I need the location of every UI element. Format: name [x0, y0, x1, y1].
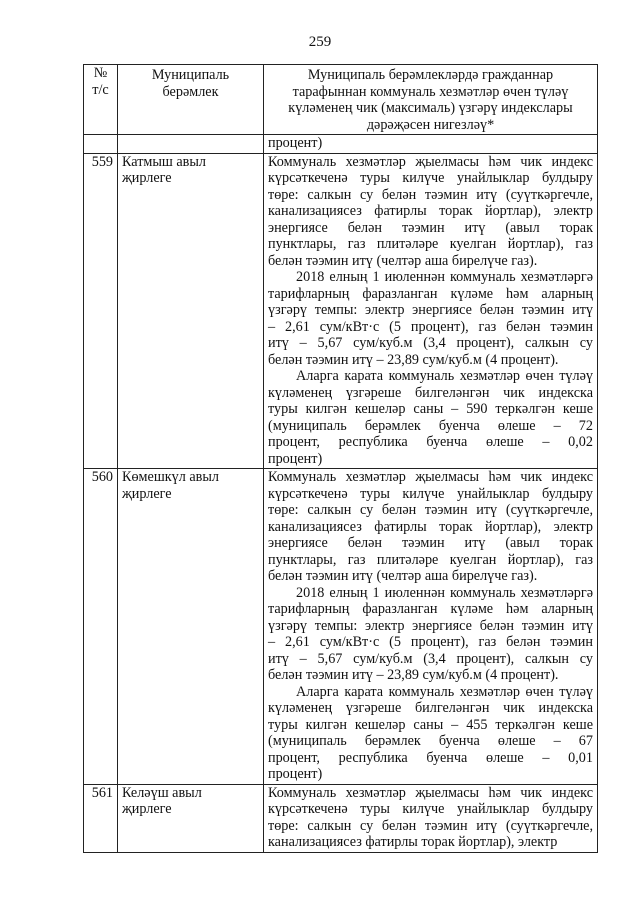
text-line: канализациясез фатирлы торак йортлар), электр [268, 203, 593, 219]
text-line: Коммуналь хезмәтләр җыелмасы һәм чик индекс [268, 153, 593, 170]
text-line: пунктлары, газ плитәләре куелган йортлар), газ [268, 551, 593, 568]
text-line: төре: салкын су белән тәэмин итү (суүткәргечле, [268, 502, 593, 518]
text-line: тарифларның фаразланган күләме һәм аларның [268, 601, 593, 617]
text-line: энергиясе белән тәэмин итү (авыл торак [268, 219, 593, 236]
text-line: Коммуналь хезмәтләр җыелмасы һәм чик индекс [268, 784, 593, 801]
text-line: төре: салкын су белән тәэмин итү (суүткәргечле, [268, 817, 593, 834]
text-line: туры килгән кешеләр саны – 590 теркәлгән кеше [268, 401, 593, 417]
municipality-line: Көмешкүл авыл [122, 469, 219, 485]
text-line: тарифларның фаразланган күләме һәм аларның [268, 285, 593, 302]
municipality-line: җирлеге [122, 170, 172, 186]
basis-paragraph-services [268, 785, 593, 851]
text-line: итү – 5,67 сум/куб.м (3,4 процент), салкын су [268, 650, 593, 667]
row-number: 560 [84, 469, 118, 785]
row-number: 561 [84, 784, 118, 852]
text-line: күрсәткеченә туры килүче унайлыклар булдыру [268, 170, 593, 186]
header-municipality-line: Муниципаль [151, 67, 230, 83]
municipal-tariff-table [83, 64, 598, 853]
table-row [84, 784, 598, 852]
text-line: белән тәэмин итү – 23,89 сум/куб.м (4 процент). [268, 667, 559, 683]
text-line: процент, республика буенча өлеше – 0,02 [268, 434, 593, 450]
continuation-row [84, 135, 598, 154]
text-line: төре: салкын су белән тәэмин итү (суүткәргечле, [268, 186, 593, 203]
header-municipality [118, 65, 264, 135]
text-line: 2018 елның 1 июленнән коммуналь хезмәтләргә [296, 269, 593, 285]
table-row [84, 469, 598, 785]
municipality-line: Келәүш авыл [122, 784, 202, 801]
page-number: 259 [308, 34, 332, 50]
header-municipality-line: берәмлек [162, 83, 219, 100]
text-line: – 2,61 сум/кВт·с (5 процент), газ белән тәэмин [268, 634, 593, 650]
header-base-line: Муниципаль берәмлекләрдә гражданнар [307, 67, 554, 83]
table-row [84, 153, 598, 469]
basis-paragraph-tariffs [268, 269, 593, 368]
text-line: Аларга карата коммуналь хезмәтләр өчен түләү [296, 368, 593, 384]
tariff-basis-text [264, 784, 598, 852]
text-line: туры килгән кешеләр саны – 455 теркәлгән кеше [268, 716, 593, 733]
municipality-name [118, 469, 264, 785]
text-line: Аларга карата коммуналь хезмәтләр өчен түләү [296, 683, 593, 700]
municipality-line: җирлеге [122, 801, 172, 817]
text-line: (муниципаль берәмлек буенча өлеше – 72 [268, 417, 593, 434]
header-base-line: дәрәҗәсен нигезләү* [366, 116, 495, 133]
text-line: күләменең үзгәреше билгеләнгән чик индекска [268, 700, 593, 716]
text-line: итү – 5,67 сум/куб.м (3,4 процент), салкын су [268, 335, 593, 351]
header-base-line: күләменең чик (максималь) үзгәрү индекслары [288, 100, 573, 116]
header-number-line: т/с [92, 81, 109, 98]
text-line: белән тәэмин итү (челтәр аша бирелүче газ). [268, 568, 538, 584]
municipality-name [118, 784, 264, 852]
header-base-line: тарафыннан коммуналь хезмәтләр өчен түләү [292, 83, 569, 100]
text-line: белән тәэмин итү – 23,89 сум/куб.м (4 процент). [268, 351, 559, 368]
text-line: – 2,61 сум/кВт·с (5 процент), газ белән тәэмин [268, 318, 593, 335]
text-line: 2018 елның 1 июленнән коммуналь хезмәтләргә [296, 584, 593, 601]
text-line: (муниципаль берәмлек буенча өлеше – 67 [268, 733, 593, 749]
municipality-line: җирлеге [122, 485, 172, 502]
header-number [84, 65, 118, 135]
table-header-row [84, 65, 598, 135]
text-line: процент) [268, 450, 323, 467]
tariff-basis-text [264, 153, 598, 469]
municipality-line: Катмыш авыл [122, 153, 206, 170]
header-number-line: № [93, 65, 108, 81]
continuation-text: процент) [264, 135, 598, 154]
basis-paragraph-services [268, 469, 593, 585]
text-line: энергиясе белән тәэмин итү (авыл торак [268, 535, 593, 551]
continuation-num-cell [84, 135, 118, 154]
text-line: күләменең үзгәреше билгеләнгән чик индекска [268, 384, 593, 401]
text-line: үзгәрү темпы: электр энергиясе белән тәэмин итү [268, 617, 593, 634]
text-line: белән тәэмин итү (челтәр аша бирелүче газ). [268, 252, 538, 269]
text-line: күрсәткеченә туры килүче унайлыклар булдыру [268, 801, 593, 817]
municipality-name [118, 153, 264, 469]
text-line: күрсәткеченә туры килүче унайлыклар булдыру [268, 485, 593, 502]
basis-paragraph-services [268, 154, 593, 270]
basis-paragraph-population [268, 368, 593, 467]
text-line: үзгәрү темпы: электр энергиясе белән тәэмин итү [268, 302, 593, 318]
text-line: пунктлары, газ плитәләре куелган йортлар), газ [268, 236, 593, 252]
text-line: процент, республика буенча өлеше – 0,01 [268, 749, 593, 766]
continuation-mun-cell [118, 135, 264, 154]
text-line: канализациясез фатирлы торак йортлар), электр [268, 834, 558, 850]
text-line: Коммуналь хезмәтләр җыелмасы һәм чик индекс [268, 469, 593, 485]
header-base [264, 65, 598, 135]
basis-paragraph-tariffs [268, 585, 593, 684]
tariff-basis-text [264, 469, 598, 785]
basis-paragraph-population [268, 684, 593, 783]
row-number: 559 [84, 153, 118, 469]
text-line: процент) [268, 766, 323, 782]
text-line: канализациясез фатирлы торак йортлар), электр [268, 518, 593, 535]
